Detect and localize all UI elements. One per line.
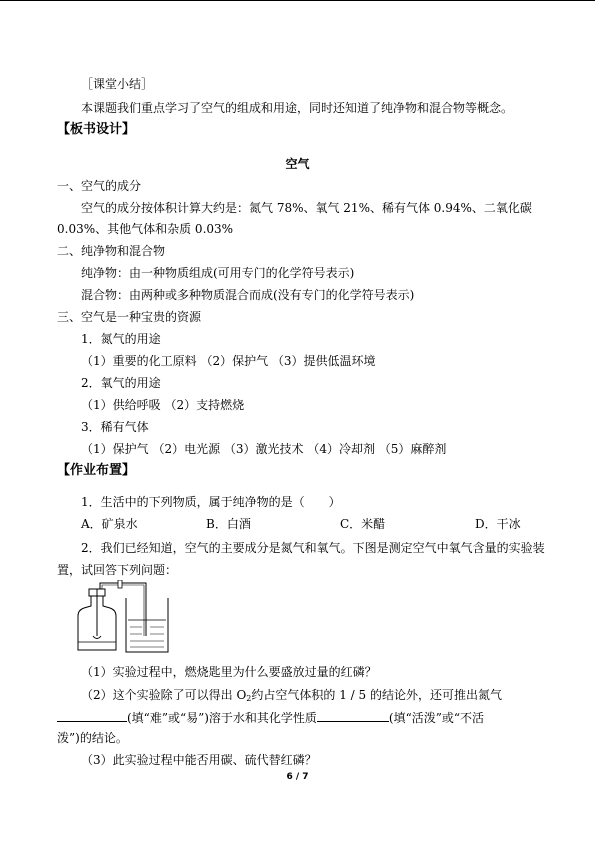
section-1-title: 一、空气的成分 (57, 179, 142, 193)
oxygen-uses-items: （1）供给呼吸 （2）支持燃烧 (81, 398, 245, 412)
q2-sub2-l2a: (填“难”或“易”)溶于水和其化学性质 (127, 711, 317, 725)
question-2-sub-1: （1）实验过程中，燃烧匙里为什么要盛放过量的红磷？ (81, 665, 377, 679)
section-2-title: 二、纯净物和混合物 (57, 244, 166, 258)
pure-substance-def: 纯净物：由一种物质组成(可用专门的化学符号表示) (81, 266, 355, 280)
section-1-line-1: 空气的成分按体积计算大约是：氮气 78%、氧气 21%、稀有气体 0.94%、二氧化碳 (81, 201, 532, 215)
question-2-line-2: 置，试回答下列问题： (57, 563, 178, 577)
page-number: 6 / 7 (286, 772, 309, 782)
summary-label: ［课堂小结］ (81, 77, 154, 91)
board-heading: 【板书设计】 (57, 122, 136, 137)
question-1: 1．生活中的下列物质，属于纯净物的是（ ） (81, 495, 341, 509)
question-2-sub-2-line-2 (57, 709, 484, 726)
question-2-sub-2-line-3: 泼”)的结论。 (57, 731, 128, 745)
oxygen-uses-title: 2．氧气的用途 (81, 376, 161, 390)
board-title: 空气 (285, 157, 310, 171)
q1-option-d: D．干冰 (475, 517, 521, 531)
q2-sub2-subscript: 2 (246, 694, 252, 703)
q2-sub2-l2b: (填“活泼”或“不活 (388, 711, 484, 725)
q1-option-c: C．米醋 (340, 517, 386, 531)
homework-heading: 【作业布置】 (57, 463, 136, 478)
question-2-sub-2-line-1 (81, 687, 502, 707)
oxygen-experiment-apparatus-figure (72, 580, 182, 655)
noble-gas-title: 3．稀有气体 (81, 420, 149, 434)
mixture-def: 混合物：由两种或多种物质混合而成(没有专门的化学符号表示) (81, 288, 415, 302)
summary-text: 本课题我们重点学习了空气的组成和用途，同时还知道了纯净物和混合物等概念。 (81, 101, 514, 115)
section-1-line-2: 0.03%、其他气体和杂质 0.03% (57, 222, 234, 236)
q1-option-a: A．矿泉水 (81, 517, 138, 531)
nitrogen-uses-items: （1）重要的化工原料 （2）保护气 （3）提供低温环境 (81, 354, 376, 368)
q1-option-b: B．白酒 (206, 517, 251, 531)
q2-sub2-before: （2）这个实验除了可以得出 O (81, 688, 247, 702)
question-2-sub-3: （3）此实验过程中能否用碳、硫代替红磷？ (81, 753, 317, 767)
nitrogen-uses-title: 1．氮气的用途 (81, 332, 161, 346)
q2-sub2-after: 约占空气体积的 1 / 5 的结论外，还可推出氮气 (251, 688, 502, 702)
answer-blank-1[interactable] (57, 709, 127, 722)
question-2-line-1: 2．我们已经知道，空气的主要成分是氮气和氧气。下图是测定空气中氧气含量的实验装 (81, 541, 545, 555)
answer-blank-2[interactable] (317, 709, 389, 722)
top-rule (0, 0, 595, 1)
section-3-title: 三、空气是一种宝贵的资源 (57, 310, 202, 324)
noble-gas-items: （1）保护气 （2）电光源 （3）激光技术 （4）冷却剂 （5）麻醉剂 (81, 442, 447, 456)
